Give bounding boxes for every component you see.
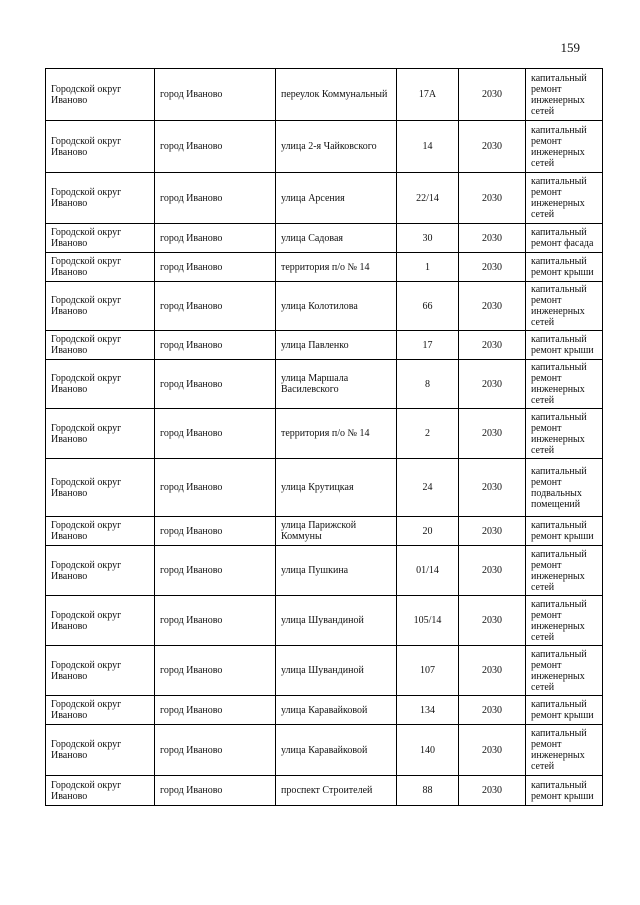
- city-cell: город Иваново: [155, 331, 276, 360]
- table-row: [46, 459, 603, 517]
- street-cell: улица Крутицкая: [276, 459, 397, 517]
- street-cell: улица Пушкина: [276, 546, 397, 596]
- year-cell: 2030: [459, 173, 526, 224]
- table-row: [46, 409, 603, 459]
- table-row: [46, 725, 603, 776]
- table-row: [46, 69, 603, 121]
- repair-schedule-table: [45, 68, 603, 806]
- year-cell: 2030: [459, 646, 526, 696]
- house-cell: 88: [397, 776, 459, 806]
- work-type-cell: капитальный ремонт инженерных сетей: [526, 282, 603, 331]
- city-cell: город Иваново: [155, 253, 276, 282]
- city-cell: город Иваново: [155, 360, 276, 409]
- okrug-cell: Городской округ Иваново: [46, 282, 155, 331]
- house-cell: 107: [397, 646, 459, 696]
- year-cell: 2030: [459, 121, 526, 173]
- table-row: [46, 517, 603, 546]
- city-cell: город Иваново: [155, 776, 276, 806]
- house-cell: 22/14: [397, 173, 459, 224]
- street-cell: переулок Коммунальный: [276, 69, 397, 121]
- work-type-cell: капитальный ремонт подвальных помещений: [526, 459, 603, 517]
- table-row: [46, 360, 603, 409]
- work-type-cell: капитальный ремонт инженерных сетей: [526, 409, 603, 459]
- okrug-cell: Городской округ Иваново: [46, 253, 155, 282]
- year-cell: 2030: [459, 253, 526, 282]
- house-cell: 2: [397, 409, 459, 459]
- okrug-cell: Городской округ Иваново: [46, 121, 155, 173]
- okrug-cell: Городской округ Иваново: [46, 224, 155, 253]
- page-number: 159: [560, 40, 580, 55]
- okrug-cell: Городской округ Иваново: [46, 546, 155, 596]
- year-cell: 2030: [459, 459, 526, 517]
- city-cell: город Иваново: [155, 696, 276, 725]
- okrug-cell: Городской округ Иваново: [46, 69, 155, 121]
- work-type-cell: капитальный ремонт инженерных сетей: [526, 725, 603, 776]
- table-row: [46, 696, 603, 725]
- street-cell: территория п/о № 14: [276, 409, 397, 459]
- work-type-cell: капитальный ремонт инженерных сетей: [526, 546, 603, 596]
- city-cell: город Иваново: [155, 646, 276, 696]
- table-row: [46, 546, 603, 596]
- street-cell: улица Арсения: [276, 173, 397, 224]
- year-cell: 2030: [459, 596, 526, 646]
- city-cell: город Иваново: [155, 173, 276, 224]
- year-cell: 2030: [459, 224, 526, 253]
- city-cell: город Иваново: [155, 69, 276, 121]
- street-cell: улица Маршала Василевского: [276, 360, 397, 409]
- house-cell: 1: [397, 253, 459, 282]
- city-cell: город Иваново: [155, 121, 276, 173]
- okrug-cell: Городской округ Иваново: [46, 776, 155, 806]
- city-cell: город Иваново: [155, 596, 276, 646]
- okrug-cell: Городской округ Иваново: [46, 409, 155, 459]
- year-cell: 2030: [459, 696, 526, 725]
- house-cell: 140: [397, 725, 459, 776]
- table-row: [46, 121, 603, 173]
- city-cell: город Иваново: [155, 459, 276, 517]
- house-cell: 66: [397, 282, 459, 331]
- street-cell: улица Каравайковой: [276, 696, 397, 725]
- house-cell: 24: [397, 459, 459, 517]
- work-type-cell: капитальный ремонт инженерных сетей: [526, 360, 603, 409]
- house-cell: 30: [397, 224, 459, 253]
- work-type-cell: капитальный ремонт крыши: [526, 517, 603, 546]
- year-cell: 2030: [459, 282, 526, 331]
- year-cell: 2030: [459, 546, 526, 596]
- table-row: [46, 331, 603, 360]
- table-row: [46, 224, 603, 253]
- street-cell: улица Павленко: [276, 331, 397, 360]
- street-cell: территория п/о № 14: [276, 253, 397, 282]
- house-cell: 01/14: [397, 546, 459, 596]
- work-type-cell: капитальный ремонт инженерных сетей: [526, 646, 603, 696]
- year-cell: 2030: [459, 409, 526, 459]
- work-type-cell: капитальный ремонт инженерных сетей: [526, 173, 603, 224]
- table-row: [46, 173, 603, 224]
- city-cell: город Иваново: [155, 517, 276, 546]
- okrug-cell: Городской округ Иваново: [46, 646, 155, 696]
- year-cell: 2030: [459, 69, 526, 121]
- city-cell: город Иваново: [155, 546, 276, 596]
- street-cell: улица Колотилова: [276, 282, 397, 331]
- house-cell: 17: [397, 331, 459, 360]
- okrug-cell: Городской округ Иваново: [46, 725, 155, 776]
- street-cell: улица Шувандиной: [276, 596, 397, 646]
- year-cell: 2030: [459, 331, 526, 360]
- year-cell: 2030: [459, 725, 526, 776]
- table-row: [46, 646, 603, 696]
- street-cell: улица Шувандиной: [276, 646, 397, 696]
- city-cell: город Иваново: [155, 224, 276, 253]
- street-cell: проспект Строителей: [276, 776, 397, 806]
- year-cell: 2030: [459, 776, 526, 806]
- house-cell: 105/14: [397, 596, 459, 646]
- work-type-cell: капитальный ремонт инженерных сетей: [526, 596, 603, 646]
- okrug-cell: Городской округ Иваново: [46, 360, 155, 409]
- house-cell: 17А: [397, 69, 459, 121]
- house-cell: 14: [397, 121, 459, 173]
- city-cell: город Иваново: [155, 409, 276, 459]
- table-row: [46, 596, 603, 646]
- street-cell: улица 2-я Чайковского: [276, 121, 397, 173]
- table-row: [46, 776, 603, 806]
- table-row: [46, 253, 603, 282]
- city-cell: город Иваново: [155, 725, 276, 776]
- work-type-cell: капитальный ремонт фасада: [526, 224, 603, 253]
- street-cell: улица Каравайковой: [276, 725, 397, 776]
- work-type-cell: капитальный ремонт инженерных сетей: [526, 121, 603, 173]
- okrug-cell: Городской округ Иваново: [46, 517, 155, 546]
- house-cell: 8: [397, 360, 459, 409]
- city-cell: город Иваново: [155, 282, 276, 331]
- okrug-cell: Городской округ Иваново: [46, 459, 155, 517]
- work-type-cell: капитальный ремонт крыши: [526, 696, 603, 725]
- street-cell: улица Садовая: [276, 224, 397, 253]
- work-type-cell: капитальный ремонт крыши: [526, 331, 603, 360]
- year-cell: 2030: [459, 360, 526, 409]
- work-type-cell: капитальный ремонт инженерных сетей: [526, 69, 603, 121]
- work-type-cell: капитальный ремонт крыши: [526, 776, 603, 806]
- year-cell: 2030: [459, 517, 526, 546]
- okrug-cell: Городской округ Иваново: [46, 173, 155, 224]
- okrug-cell: Городской округ Иваново: [46, 696, 155, 725]
- house-cell: 20: [397, 517, 459, 546]
- work-type-cell: капитальный ремонт крыши: [526, 253, 603, 282]
- table-row: [46, 282, 603, 331]
- okrug-cell: Городской округ Иваново: [46, 596, 155, 646]
- house-cell: 134: [397, 696, 459, 725]
- street-cell: улица Парижской Коммуны: [276, 517, 397, 546]
- okrug-cell: Городской округ Иваново: [46, 331, 155, 360]
